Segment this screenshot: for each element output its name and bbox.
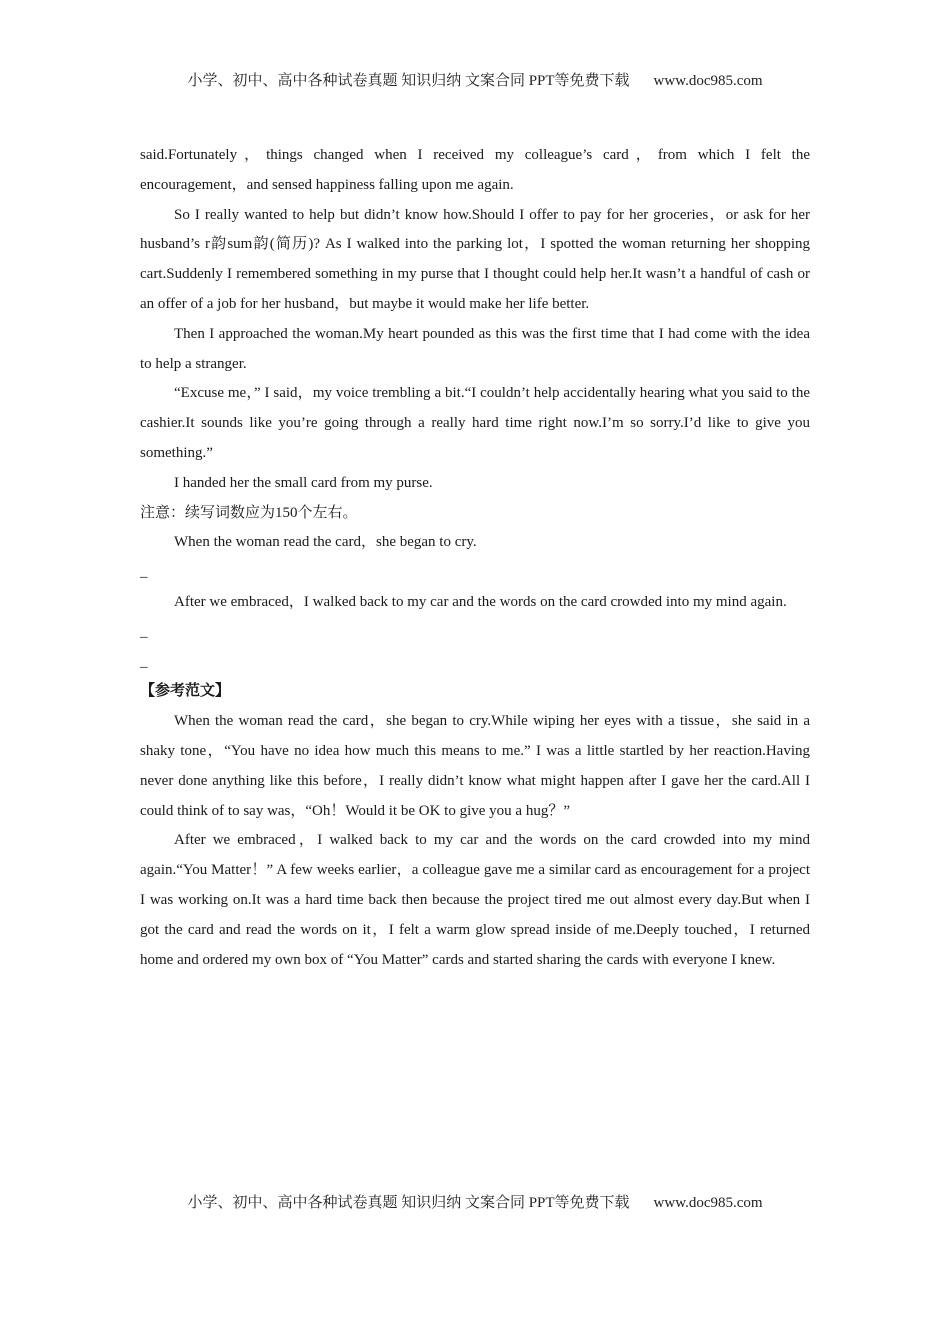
passage-paragraph-5: I handed her the small card from my purse. — [174, 474, 433, 491]
page-footer — [0, 1191, 950, 1212]
header-site-link[interactable]: www.doc985.com — [653, 73, 763, 89]
page-header — [0, 69, 950, 90]
answer-line-3: _ — [140, 653, 148, 670]
passage-paragraph-1: said.Fortunately，things changed when I received my colleague’s card，from which I felt the encouragement，and sensed happiness falling upon me again. — [140, 147, 810, 193]
model-essay-paragraph-1: When the woman read the card，she began to cry.While wiping her eyes with a tissue，she said in a shaky tone，“You have no idea how much this means to me.” I was a little startled by her reaction.Having never done anything like this before，I really didn’t know what might happen after I gave her the card.All I could think of to say was，“Oh！Would it be OK to give you a hug？” — [140, 713, 810, 819]
passage-paragraph-2: So I really wanted to help but didn’t know how.Should I offer to pay for her groceries，or ask for her husband’s r韵sum韵(简历)? As I walked into the parking lot，I spotted the woman returning her shopping cart.Suddenly I remembered something in my purse that I thought could help her.It wasn’t a handful of cash or an offer of a job for her husband，but maybe it would make her life better. — [140, 206, 810, 312]
model-essay-paragraph-2: After we embraced，I walked back to my car and the words on the card crowded into my mind again.“You Matter！” A few weeks earlier，a colleague gave me a similar card as encouragement for a project I was working on.It was a hard time back then because the project tired me out almost every day.But when I got the card and read the words on it，I felt a warm glow spread inside of me.Deeply touched，I returned home and ordered my own box of “You Matter” cards and started sharing the cards with everyone I knew. — [140, 832, 810, 968]
answer-line-2: _ — [140, 623, 148, 640]
passage-paragraph-3: Then I approached the woman.My heart pounded as this was the first time that I had come with the idea to help a stranger. — [140, 325, 810, 372]
document-body — [140, 141, 810, 975]
task-start-sentence-2: After we embraced，I walked back to my car and the words on the card crowded into my mind again. — [174, 593, 787, 610]
header-text: 小学、初中、高中各种试卷真题 知识归纳 文案合同 PPT等免费下载 — [187, 73, 630, 89]
answer-line-1: _ — [140, 564, 148, 581]
task-start-sentence-1: When the woman read the card，she began to cry. — [174, 534, 477, 551]
model-essay-heading: 【参考范文】 — [140, 683, 231, 700]
passage-paragraph-4: “Excuse me，” I said，my voice trembling a bit.“I couldn’t help accidentally hearing what you said to the cashier.It sounds like you’re going through a really hard time right now.I’m so sorry.I’d like to give you something.” — [140, 385, 810, 461]
footer-text: 小学、初中、高中各种试卷真题 知识归纳 文案合同 PPT等免费下载 — [187, 1195, 630, 1211]
task-note: 注意：续写词数应为150个左右。 — [140, 504, 358, 521]
footer-site-link[interactable]: www.doc985.com — [653, 1195, 763, 1211]
